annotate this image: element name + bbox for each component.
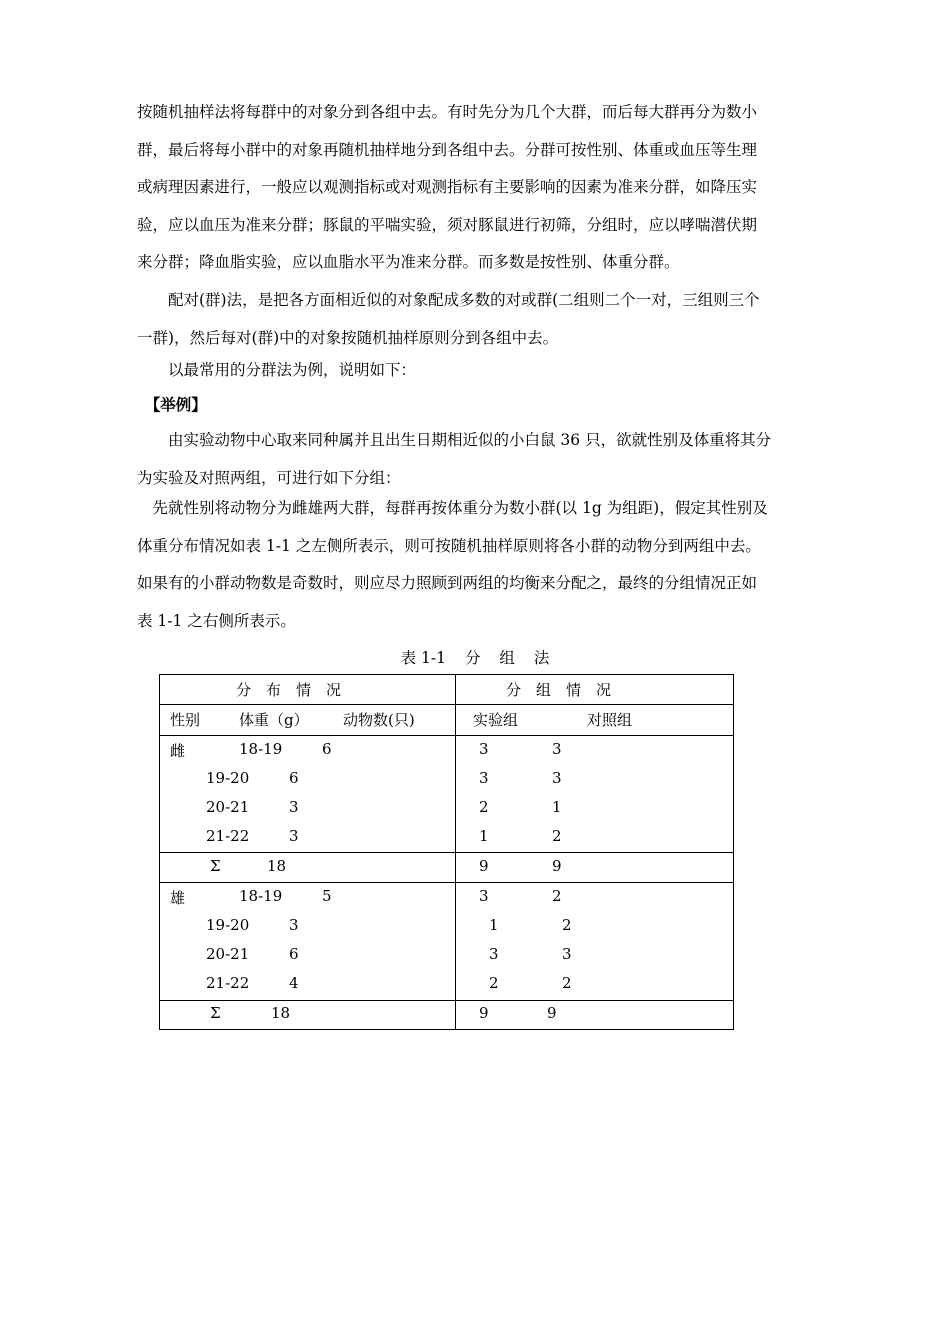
text-line: 按随机抽样法将每群中的对象分到各组中去。有时先分为几个大群，而后每大群再分为数小 xyxy=(137,103,758,121)
text-line: 验，应以血压为准来分群；豚鼠的平喘实验，须对豚鼠进行初筛，分组时，应以哮喘潜伏期 xyxy=(137,215,758,234)
text-line: 表 1-1 之右侧所表示。 xyxy=(137,611,296,630)
control-value: 2 xyxy=(552,827,562,845)
experimental-value: 3 xyxy=(489,945,499,963)
text-line: 如果有的小群动物数是奇数时，则应尽力照顾到两组的均衡来分配之，最终的分组情况正如 xyxy=(137,574,758,592)
experimental-value: 3 xyxy=(479,740,489,758)
column-experimental: 实验组 xyxy=(473,711,519,729)
count-value: 6 xyxy=(289,769,299,787)
female-sum-right xyxy=(456,853,733,882)
control-value: 2 xyxy=(562,974,572,992)
weight-value: 19-20 xyxy=(206,916,250,934)
column-weight: 体重（g） xyxy=(239,711,309,729)
header-grouping-cell xyxy=(456,675,733,704)
female-distribution xyxy=(160,736,455,852)
female-sum-left xyxy=(160,853,455,882)
caption-number: 表 1-1 xyxy=(400,649,447,667)
caption-word: 法 xyxy=(533,649,550,667)
grouping-table xyxy=(159,674,734,1030)
weight-value: 18-19 xyxy=(239,740,283,758)
text-line: 以最常用的分群法为例，说明如下： xyxy=(137,361,417,379)
count-value: 4 xyxy=(289,974,299,992)
caption-word: 分 xyxy=(464,649,481,667)
weight-value: 19-20 xyxy=(206,769,250,787)
control-value: 3 xyxy=(552,740,562,758)
count-value: 5 xyxy=(322,887,332,905)
column-sex: 性别 xyxy=(170,711,201,729)
text-line: 来分群；降血脂实验，应以血脂水平为准来分群。而多数是按性别、体重分群。 xyxy=(137,253,680,271)
text-line: 一群)，然后每对(群)中的对象按随机抽样原则分到各组中去。 xyxy=(137,328,559,347)
header-grouping: 分 组 情 况 xyxy=(506,681,612,699)
male-sum-right xyxy=(456,1001,733,1029)
sum-symbol: Σ xyxy=(210,857,221,875)
weight-value: 21-22 xyxy=(206,974,250,992)
control-value: 2 xyxy=(552,887,562,905)
table-caption xyxy=(0,646,950,668)
text-line: 或病理因素进行，一般应以观测指标或对观测指标有主要影响的因素为准来分群，如降压实 xyxy=(137,178,758,196)
header-distribution-cell xyxy=(160,675,455,704)
female-grouping xyxy=(456,736,733,852)
male-grouping xyxy=(456,883,733,1000)
weight-value: 20-21 xyxy=(206,945,250,963)
sum-count: 18 xyxy=(271,1004,291,1022)
weight-value: 18-19 xyxy=(239,887,283,905)
sum-count: 18 xyxy=(267,857,287,875)
experimental-value: 1 xyxy=(489,916,499,934)
male-sum-left xyxy=(160,1001,455,1029)
paragraph-example-procedure xyxy=(137,490,817,640)
example-heading xyxy=(137,386,817,424)
caption-word: 组 xyxy=(499,649,515,667)
weight-value: 21-22 xyxy=(206,827,250,845)
count-value: 3 xyxy=(289,798,299,816)
text-line: 先就性别将动物分为雌雄两大群，每群再按体重分为数小群(以 1g 为组距)，假定其性别及 xyxy=(137,499,768,517)
column-count: 动物数(只) xyxy=(343,711,415,729)
column-control: 对照组 xyxy=(587,711,633,729)
text-line: 配对(群)法，是把各方面相近似的对象配成多数的对或群(二组则二个一对，三组则三个 xyxy=(137,291,760,309)
male-distribution xyxy=(160,883,455,1000)
experimental-value: 3 xyxy=(479,887,489,905)
experimental-value: 3 xyxy=(479,769,489,787)
column-headers-right xyxy=(456,705,733,735)
sum-experimental: 9 xyxy=(479,1004,489,1022)
count-value: 6 xyxy=(322,740,332,758)
control-value: 3 xyxy=(552,769,562,787)
sex-female-label: 雌 xyxy=(170,742,186,760)
sum-control: 9 xyxy=(552,857,562,875)
control-value: 1 xyxy=(552,798,562,816)
paragraph-random-sampling xyxy=(137,94,817,282)
header-distribution: 分 布 情 况 xyxy=(236,681,342,699)
text-line: 群，最后将每小群中的对象再随机抽样地分到各组中去。分群可按性别、体重或血压等生理 xyxy=(137,140,758,159)
count-value: 3 xyxy=(289,916,299,934)
paragraph-intro-example xyxy=(137,352,817,390)
sum-symbol: Σ xyxy=(210,1004,221,1022)
text-line: 体重分布情况如表 1-1 之左侧所表示，则可按随机抽样原则将各小群的动物分到两组中去。 xyxy=(137,536,761,555)
sum-control: 9 xyxy=(547,1004,557,1022)
sex-male-label: 雄 xyxy=(170,889,186,907)
control-value: 2 xyxy=(562,916,572,934)
experimental-value: 1 xyxy=(479,827,489,845)
paragraph-pairing-method xyxy=(137,282,817,357)
column-headers-left xyxy=(160,705,455,735)
text-line: 由实验动物中心取来同种属并且出生日期相近似的小白鼠 36 只，欲就性别及体重将其分 xyxy=(137,431,772,449)
count-value: 3 xyxy=(289,827,299,845)
sum-experimental: 9 xyxy=(479,857,489,875)
control-value: 3 xyxy=(562,945,572,963)
text-line: 为实验及对照两组，可进行如下分组： xyxy=(137,468,401,487)
experimental-value: 2 xyxy=(479,798,489,816)
count-value: 6 xyxy=(289,945,299,963)
experimental-value: 2 xyxy=(489,974,499,992)
text-line: 【举例】 xyxy=(137,395,207,414)
weight-value: 20-21 xyxy=(206,798,250,816)
paragraph-example-setup xyxy=(137,422,817,497)
